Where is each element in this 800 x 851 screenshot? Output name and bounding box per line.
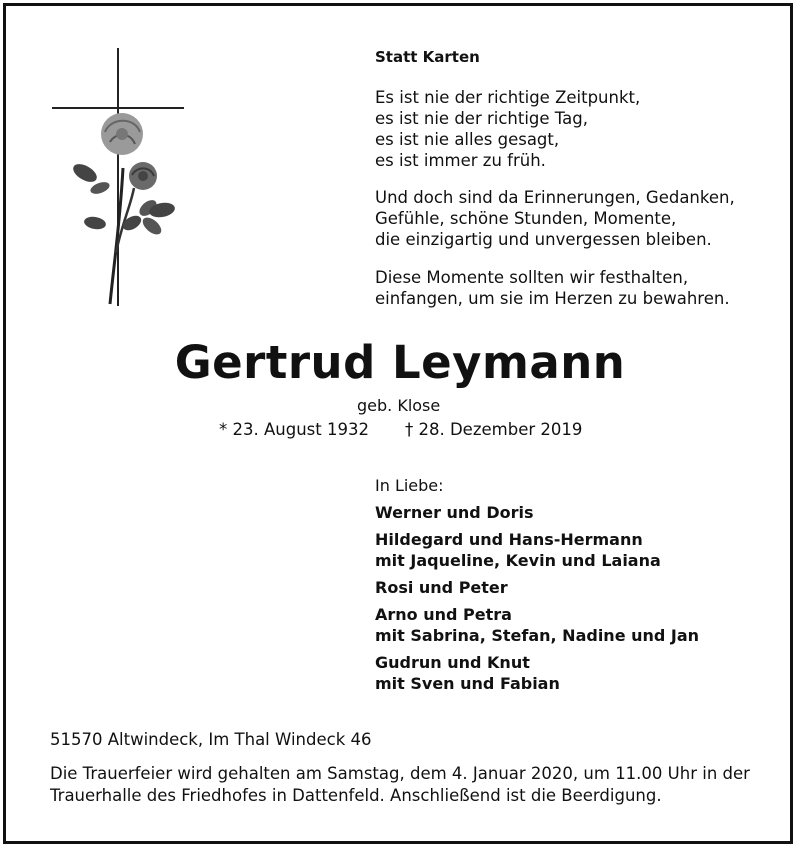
family-intro: In Liebe: <box>375 476 444 495</box>
birth-date: * 23. August 1932 <box>219 420 369 439</box>
poem-line: die einzigartig und unvergessen bleiben. <box>375 230 712 249</box>
family-line: Hildegard und Hans-Hermann <box>375 530 643 549</box>
poem-line: Und doch sind da Erinnerungen, Gedanken, <box>375 188 735 207</box>
family-group <box>375 652 699 694</box>
family-line: Rosi und Peter <box>375 578 508 597</box>
family-line: Arno und Petra <box>375 605 512 624</box>
deceased-name: Gertrud Leymann <box>174 336 626 389</box>
poem-line: es ist immer zu früh. <box>375 151 546 170</box>
poem-line: Gefühle, schöne Stunden, Momente, <box>375 209 677 228</box>
family-group <box>375 577 699 598</box>
cross-with-roses-icon <box>50 48 190 310</box>
family-group <box>375 529 699 571</box>
poem-line: einfangen, um sie im Herzen zu bewahren. <box>375 289 730 308</box>
family-line: Gudrun und Knut <box>375 653 530 672</box>
family-line: Werner und Doris <box>375 503 534 522</box>
poem-line: Diese Momente sollten wir festhalten, <box>375 268 689 287</box>
poem-stanza-2 <box>375 187 735 250</box>
address: 51570 Altwindeck, Im Thal Windeck 46 <box>50 730 372 749</box>
poem-line: Es ist nie der richtige Zeitpunkt, <box>375 88 641 107</box>
ceremony-notice <box>50 763 750 807</box>
statt-karten-heading: Statt Karten <box>375 48 480 66</box>
poem-line: es ist nie alles gesagt, <box>375 130 560 149</box>
family-group <box>375 502 699 523</box>
ceremony-line: Die Trauerfeier wird gehalten am Samstag, dem 4. Januar 2020, um 11.00 Uhr in der <box>50 764 750 783</box>
death-date: † 28. Dezember 2019 <box>405 420 583 439</box>
family-line: mit Jaqueline, Kevin und Laiana <box>375 551 661 570</box>
poem-line: es ist nie der richtige Tag, <box>375 109 588 128</box>
ceremony-line: Trauerhalle des Friedhofes in Dattenfeld. Anschließend ist die Beerdigung. <box>50 786 662 805</box>
family-group <box>375 604 699 646</box>
poem-stanza-3 <box>375 267 730 309</box>
family-line: mit Sabrina, Stefan, Nadine und Jan <box>375 626 700 645</box>
family-line: mit Sven und Fabian <box>375 674 560 693</box>
family-list <box>375 475 699 700</box>
maiden-name: geb. Klose <box>357 396 441 415</box>
poem-stanza-1 <box>375 87 640 171</box>
